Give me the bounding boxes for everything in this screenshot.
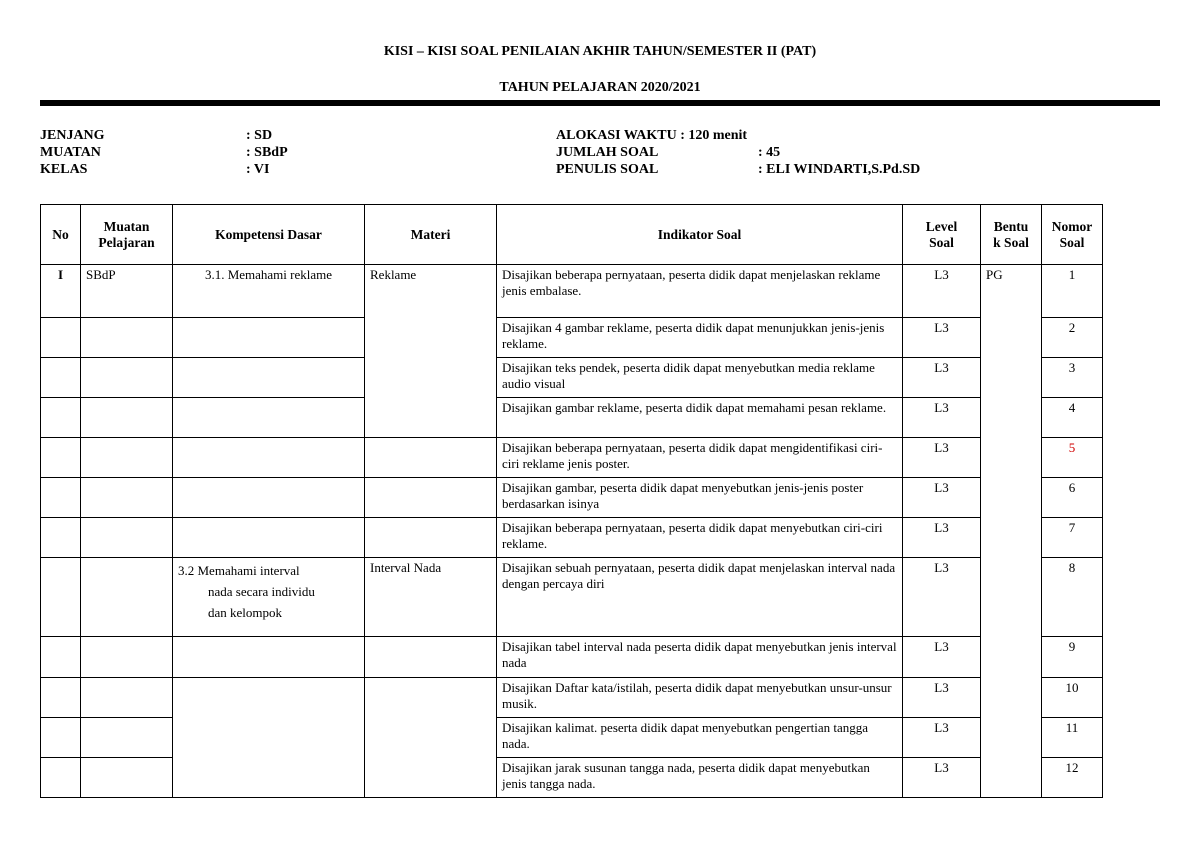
row-indikator: Disajikan teks pendek, peserta didik dapat menyebutkan media reklame audio visual xyxy=(497,358,903,398)
row-level: L3 xyxy=(903,518,981,558)
row-level: L3 xyxy=(903,558,981,637)
table-row xyxy=(41,398,1103,438)
row-indikator: Disajikan sebuah pernyataan, peserta didik dapat menjelaskan interval nada dengan percaya diri xyxy=(497,558,903,637)
row-indikator: Disajikan beberapa pernyataan, peserta didik dapat mengidentifikasi ciri-ciri reklame jenis poster. xyxy=(497,438,903,478)
row-indikator: Disajikan jarak susunan tangga nada, peserta didik dapat menyebutkan jenis tangga nada. xyxy=(497,758,903,798)
meta-labels-left xyxy=(40,127,105,178)
meta-muatan-label: MUATAN xyxy=(40,145,101,160)
row-nomor-highlighted: 5 xyxy=(1042,438,1103,478)
row-nomor: 1 xyxy=(1042,265,1103,318)
meta-jumlah-value: : 45 xyxy=(758,145,781,160)
row-level: L3 xyxy=(903,478,981,518)
row-level: L3 xyxy=(903,718,981,758)
table-row xyxy=(41,318,1103,358)
table-row xyxy=(41,518,1103,558)
header-materi: Materi xyxy=(365,205,497,265)
header-no: No xyxy=(41,205,81,265)
row-nomor: 3 xyxy=(1042,358,1103,398)
row-nomor: 10 xyxy=(1042,678,1103,718)
row-kompetensi-dasar: 3.2 Memahami interval nada secara individu dan kelompok xyxy=(173,558,365,637)
row-nomor: 6 xyxy=(1042,478,1103,518)
meta-alokasi-label: ALOKASI WAKTU xyxy=(556,128,677,143)
header-divider xyxy=(40,100,1160,106)
meta-jumlah-label: JUMLAH SOAL xyxy=(556,145,659,160)
row-level: L3 xyxy=(903,637,981,678)
row-level: L3 xyxy=(903,758,981,798)
row-indikator: Disajikan beberapa pernyataan, peserta didik dapat menyebutkan ciri-ciri reklame. xyxy=(497,518,903,558)
header-indikator: Indikator Soal xyxy=(497,205,903,265)
row-nomor: 9 xyxy=(1042,637,1103,678)
row-indikator: Disajikan gambar, peserta didik dapat menyebutkan jenis-jenis poster berdasarkan isinya xyxy=(497,478,903,518)
row-indikator: Disajikan Daftar kata/istilah, peserta didik dapat menyebutkan unsur-unsur musik. xyxy=(497,678,903,718)
row-level: L3 xyxy=(903,358,981,398)
row-nomor: 7 xyxy=(1042,518,1103,558)
row-level: L3 xyxy=(903,265,981,318)
meta-alokasi-value: : 120 menit xyxy=(680,128,748,143)
header-kompetensi-dasar: Kompetensi Dasar xyxy=(173,205,365,265)
table-row xyxy=(41,637,1103,678)
row-level: L3 xyxy=(903,678,981,718)
meta-penulis-value: : ELI WINDARTI,S.Pd.SD xyxy=(758,162,921,177)
meta-kelas-value: : VI xyxy=(246,162,270,177)
row-nomor: 8 xyxy=(1042,558,1103,637)
row-materi: Interval Nada xyxy=(365,558,497,637)
row-nomor: 2 xyxy=(1042,318,1103,358)
meta-jenjang-label: JENJANG xyxy=(40,128,105,143)
row-indikator: Disajikan tabel interval nada peserta didik dapat menyebutkan jenis interval nada xyxy=(497,637,903,678)
table-row xyxy=(41,358,1103,398)
document-title: KISI – KISI SOAL PENILAIAN AKHIR TAHUN/SEMESTER II (PAT) xyxy=(383,44,817,59)
table-row xyxy=(41,558,1103,637)
header-muatan: Muatan Pelajaran xyxy=(81,205,173,265)
table-row xyxy=(41,678,1103,718)
row-materi: Reklame xyxy=(365,265,497,438)
meta-values-left xyxy=(246,127,288,178)
kisi-kisi-table xyxy=(40,204,1103,798)
document-subtitle: TAHUN PELAJARAN 2020/2021 xyxy=(499,80,701,95)
row-indikator: Disajikan gambar reklame, peserta didik dapat memahami pesan reklame. xyxy=(497,398,903,438)
header-bentuk: Bentu k Soal xyxy=(981,205,1042,265)
meta-values-right xyxy=(758,144,920,178)
table-row xyxy=(41,478,1103,518)
row-indikator: Disajikan 4 gambar reklame, peserta didik dapat menunjukkan jenis-jenis reklame. xyxy=(497,318,903,358)
header-nomor: Nomor Soal xyxy=(1042,205,1103,265)
table-row xyxy=(41,438,1103,478)
row-muatan: SBdP xyxy=(81,265,173,318)
table-header-row xyxy=(41,205,1103,265)
row-level: L3 xyxy=(903,398,981,438)
row-level: L3 xyxy=(903,318,981,358)
meta-muatan-value: : SBdP xyxy=(246,145,288,160)
meta-kelas-label: KELAS xyxy=(40,162,88,177)
row-nomor: 11 xyxy=(1042,718,1103,758)
row-indikator: Disajikan beberapa pernyataan, peserta didik dapat menjelaskan reklame jenis embalase. xyxy=(497,265,903,318)
row-bentuk: PG xyxy=(981,265,1042,798)
meta-penulis-label: PENULIS SOAL xyxy=(556,162,659,177)
table-row xyxy=(41,265,1103,318)
header-level: Level Soal xyxy=(903,205,981,265)
row-nomor: 4 xyxy=(1042,398,1103,438)
row-kompetensi-dasar: 3.1. Memahami reklame xyxy=(173,265,365,318)
row-nomor: 12 xyxy=(1042,758,1103,798)
meta-jenjang-value: : SD xyxy=(246,128,273,143)
row-indikator: Disajikan kalimat. peserta didik dapat menyebutkan pengertian tangga nada. xyxy=(497,718,903,758)
row-no: I xyxy=(41,265,81,318)
meta-labels-right xyxy=(556,127,747,178)
row-level: L3 xyxy=(903,438,981,478)
